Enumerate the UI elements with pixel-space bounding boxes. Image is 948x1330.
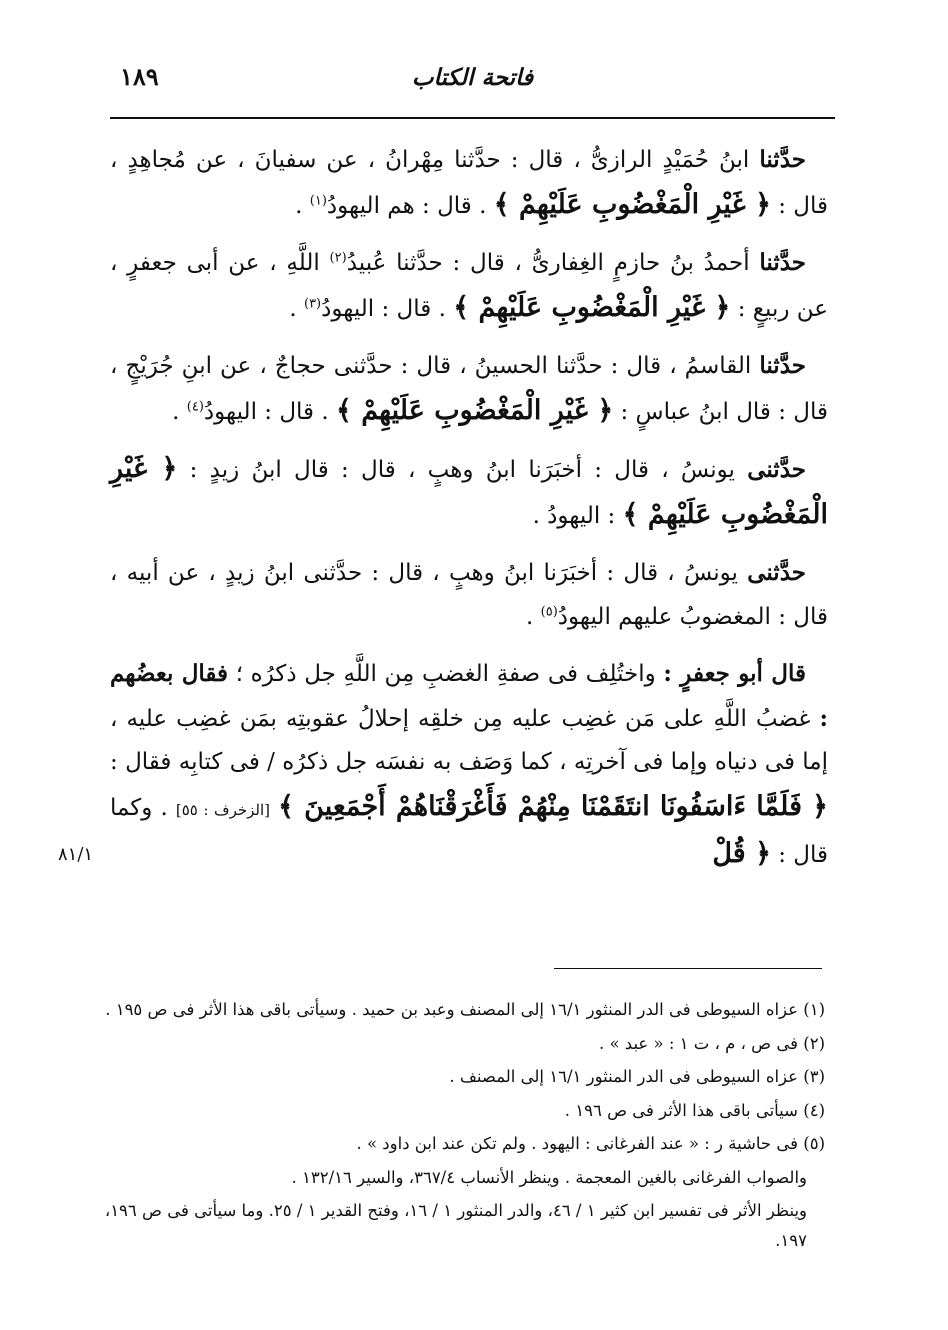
paragraph-text: .: [295, 192, 310, 219]
footnote-marker[interactable]: (٥): [540, 603, 558, 619]
margin-page-reference: ٨١/١: [58, 844, 94, 865]
paragraph-2: [110, 241, 828, 331]
paragraph-text: القاسمُ ، قال : حدَّثنا الحسينُ ، قال : حدَّثنى حجاجٌ ، عن ابنِ جُرَيْجٍ ، قال : قال ابنُ عباسٍ :: [110, 353, 828, 425]
page-number: ١٨٩: [120, 62, 159, 91]
footnote-3: (٣) عزاه السيوطى فى الدر المنثور ١٦/١ إلى المصنف .: [449, 1067, 825, 1086]
footnotes: [100, 995, 825, 1260]
quran-quote: ﴿ غَيْرِ الْمَغْضُوبِ عَلَيْهِمْ ﴾: [110, 453, 828, 530]
footnote-5: (٥) فى حاشية ر : « عند الفرغانى : اليهود . ولم تكن عند ابن داود » .: [356, 1134, 825, 1153]
paragraph-text: .: [172, 398, 187, 425]
quran-quote: ﴿ غَيْرِ الْمَغْضُوبِ عَلَيْهِمْ ﴾: [335, 394, 614, 426]
paragraph-4: [110, 447, 828, 538]
paragraph-lead: حدَّثنا: [759, 352, 806, 379]
quran-quote: ﴿ غَيْرِ الْمَغْضُوبِ عَلَيْهِمْ ﴾: [493, 188, 771, 220]
main-text: [110, 138, 828, 878]
footnote-rule: [554, 968, 822, 969]
paragraph-text: واختُلِف فى صفةِ الغضبِ مِن اللَّهِ جل ذكرُه ؛: [228, 661, 664, 687]
running-head: [110, 58, 835, 98]
paragraph-lead: فقال بعضُهم :: [110, 660, 828, 732]
paragraph-text: غضبُ اللَّهِ على مَن غضِب عليه مِن خلقِه إحلالُ عقوبتِه بمَن غضِب عليه ، إما فى دنياه وإما فى آخرتِه ، كما وَصَف به نفسَه جل ذكرُه / فى كتابِه فقال :: [110, 705, 828, 775]
quran-quote: ﴿ قُلْ: [712, 838, 771, 869]
footnote-2: (٢) فى ص ، م ، ت ١ : « عبد » .: [598, 1033, 825, 1053]
paragraph-lead: حدَّثنى: [747, 456, 806, 483]
paragraph-text: : اليهودُ .: [532, 502, 623, 529]
paragraph-text: . قال : اليهودُ: [203, 398, 336, 425]
surah-reference: [الزخرف : ٥٥]: [175, 800, 271, 819]
paragraph-1: [110, 138, 828, 228]
footnote-marker[interactable]: (٢): [329, 250, 347, 266]
paragraph-lead: حدَّثنى: [747, 559, 806, 586]
paragraph-lead: حدَّثنا: [759, 146, 806, 173]
footnote-marker[interactable]: (٤): [186, 398, 204, 414]
paragraph-text: يونسُ ، قال : أخبَرَنا ابنُ وهبٍ ، قال : حدَّثنى ابنُ زيدٍ ، عن أبيه ، قال : المغضوبُ عليهم اليهودُ: [110, 560, 828, 630]
quran-quote: ﴿ فَلَمَّا ءَاسَفُونَا انتَقَمْنَا مِنْهُمْ فَأَغْرَقْنَاهُمْ أَجْمَعِينَ ﴾: [278, 790, 828, 822]
running-title: فاتحة الكتاب: [411, 64, 534, 91]
footnote-1: (١) عزاه السيوطى فى الدر المنثور ١٦/١ إلى المصنف وعبد بن حميد . وسيأتى باقى هذا الأثر فى ص ١٩٥ .: [105, 1000, 825, 1019]
quran-quote: ﴿ غَيْرِ الْمَغْضُوبِ عَلَيْهِمْ ﴾: [453, 291, 731, 323]
paragraph-5: [110, 551, 828, 639]
paragraph-text: اللَّهِ ، عن أبى جعفرٍ ، عن ربيعٍ :: [110, 250, 828, 322]
header-rule: [110, 117, 835, 119]
paragraph-text: . قال : هم اليهودُ: [326, 192, 494, 219]
paragraph-text: ابنُ حُمَيْدٍ الرازىُّ ، قال : حدَّثنا مِهْرانُ ، عن سفيانَ ، عن مُجاهِدٍ ، قال :: [110, 147, 828, 219]
footnote-marker[interactable]: (٣): [303, 295, 322, 311]
paragraph-text: .: [289, 295, 304, 322]
paragraph-text: أحمدُ بنُ حازمٍ الغِفارىُّ ، قال : حدَّثنا عُبيدُ: [346, 250, 760, 276]
paragraph-lead: قال أبو جعفرٍ :: [663, 660, 806, 687]
footnote-5-continuation: وينظر الأثر فى تفسير ابن كثير ١ / ٤٦، والدر المنثور ١ / ١٦، وفتح القدير ١ / ٢٥. وما سيأتى فى ص ١٩٦، ١٩٧.: [104, 1201, 807, 1250]
footnote-marker[interactable]: (١): [309, 192, 327, 208]
footnote-5-continuation: والصواب الفرغانى بالغين المعجمة . وينظر الأنساب ٣٦٧/٤، والسير ١٣٢/١٦ .: [291, 1167, 807, 1187]
paragraph-text: يونسُ ، قال : أخبَرَنا ابنُ وهبٍ ، قال : قال ابنُ زيدٍ :: [177, 457, 748, 483]
paragraph-text: .: [526, 603, 541, 630]
paragraph-text: . وكما قال :: [110, 794, 828, 868]
paragraph-lead: حدَّثنا: [759, 249, 807, 276]
paragraph-text: . قال : اليهودُ: [321, 295, 454, 322]
paragraph-6: [110, 652, 828, 878]
footnote-4: (٤) سيأتى باقى هذا الأثر فى ص ١٩٦ .: [564, 1100, 825, 1120]
paragraph-3: [110, 344, 828, 434]
